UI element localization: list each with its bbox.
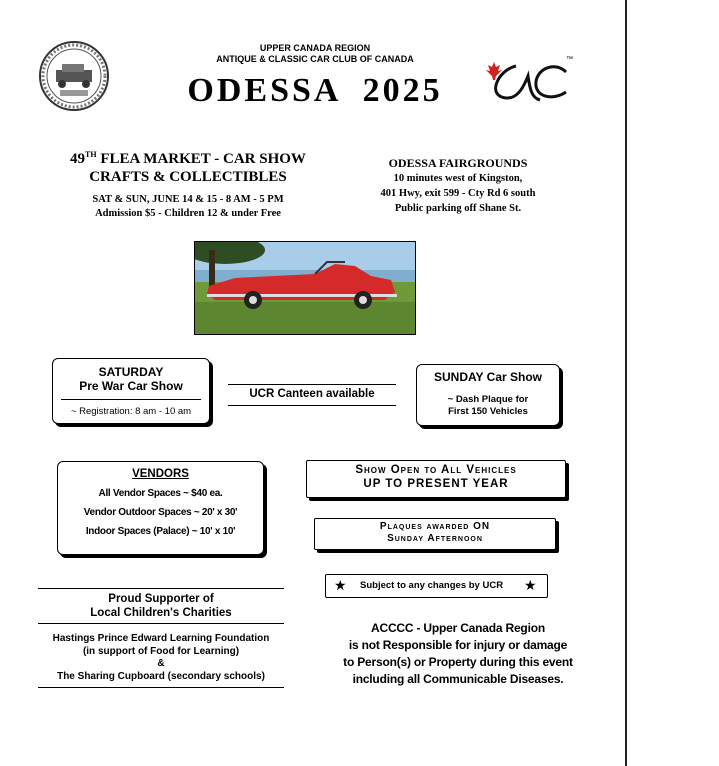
disclaimer-line2: is not Responsible for injury or damage (348, 638, 568, 652)
saturday-subtitle: Pre War Car Show (79, 379, 183, 393)
vendors-indoor: Indoor Spaces (Palace) ~ 10' x 10' (85, 526, 236, 537)
sunday-title: SUNDAY Car Show (433, 370, 543, 384)
star-icon: ★ (334, 577, 347, 593)
vendors-box (57, 461, 264, 555)
event-dates: SAT & SUN, JUNE 14 & 15 - 8 AM - 5 PM (92, 194, 284, 205)
trademark-mark: ™ (566, 56, 573, 63)
club-seal-logo (38, 40, 110, 112)
sunday-line1: ~ Dash Plaque for (447, 394, 529, 405)
charities-heading2: Local Children's Charities (90, 607, 232, 619)
charities-heading1: Proud Supporter of (108, 593, 214, 605)
vendors-all: All Vendor Spaces ~ $40 ea. (98, 488, 223, 499)
changes-label: Subject to any changes by UCR (360, 580, 504, 591)
vendors-outdoor: Vendor Outdoor Spaces ~ 20' x 30' (83, 507, 238, 518)
disclaimer-line4: including all Communicable Diseases. (352, 672, 564, 686)
event-heading (28, 146, 348, 168)
edition-suffix: TH (85, 150, 97, 159)
location-name: ODESSA FAIRGROUNDS (388, 156, 528, 170)
sunday-line2: First 150 Vehicles (448, 406, 528, 417)
car-photo (194, 241, 416, 335)
location-line3: Public parking off Shane St. (394, 203, 522, 214)
show-open-box (306, 460, 566, 498)
plaques-line1: Plaques awarded ON (379, 521, 491, 532)
plaques-box (314, 518, 556, 550)
saturday-title: SATURDAY (98, 365, 164, 379)
club-label: ANTIQUE & CLASSIC CAR CLUB OF CANADA (216, 54, 414, 64)
page-title: ODESSA 2025 (187, 72, 443, 109)
show-open-line2: UP TO PRESENT YEAR (363, 478, 509, 490)
edition-number: 49 (70, 151, 86, 167)
charities-line2: (in support of Food for Learning) (82, 645, 240, 657)
saturday-registration: ~ Registration: 8 am - 10 am (70, 406, 192, 417)
charities-line1: Hastings Prince Edward Learning Foundation (52, 633, 270, 644)
disclaimer-line1: ACCCC - Upper Canada Region (371, 621, 545, 635)
star-icon: ★ (524, 577, 537, 593)
event-line2: CRAFTS & COLLECTIBLES (89, 169, 287, 185)
charities-amp: & (157, 658, 165, 669)
show-open-line1: Show Open to All Vehicles (355, 464, 517, 476)
saturday-box (52, 358, 210, 424)
vendors-title: VENDORS (132, 468, 189, 480)
changes-box (325, 574, 548, 598)
event-admission: Admission $5 - Children 12 & under Free (95, 208, 281, 219)
location-line2: 401 Hwy, exit 599 - Cty Rd 6 south (380, 188, 536, 199)
charities-line3: The Sharing Cupboard (secondary schools) (57, 670, 265, 682)
ac-logo (478, 56, 578, 106)
sunday-box (416, 364, 560, 426)
canteen-label: UCR Canteen available (249, 388, 375, 400)
disclaimer-line3: to Person(s) or Property during this event (343, 655, 573, 669)
page-edge (625, 0, 627, 766)
maple-leaf-icon (478, 56, 578, 106)
plaques-line2: Sunday Afternoon (387, 533, 483, 544)
event-line1: FLEA MARKET - CAR SHOW (100, 151, 306, 167)
region-label: UPPER CANADA REGION (259, 43, 371, 53)
location-line1: 10 minutes west of Kingston, (393, 173, 523, 184)
